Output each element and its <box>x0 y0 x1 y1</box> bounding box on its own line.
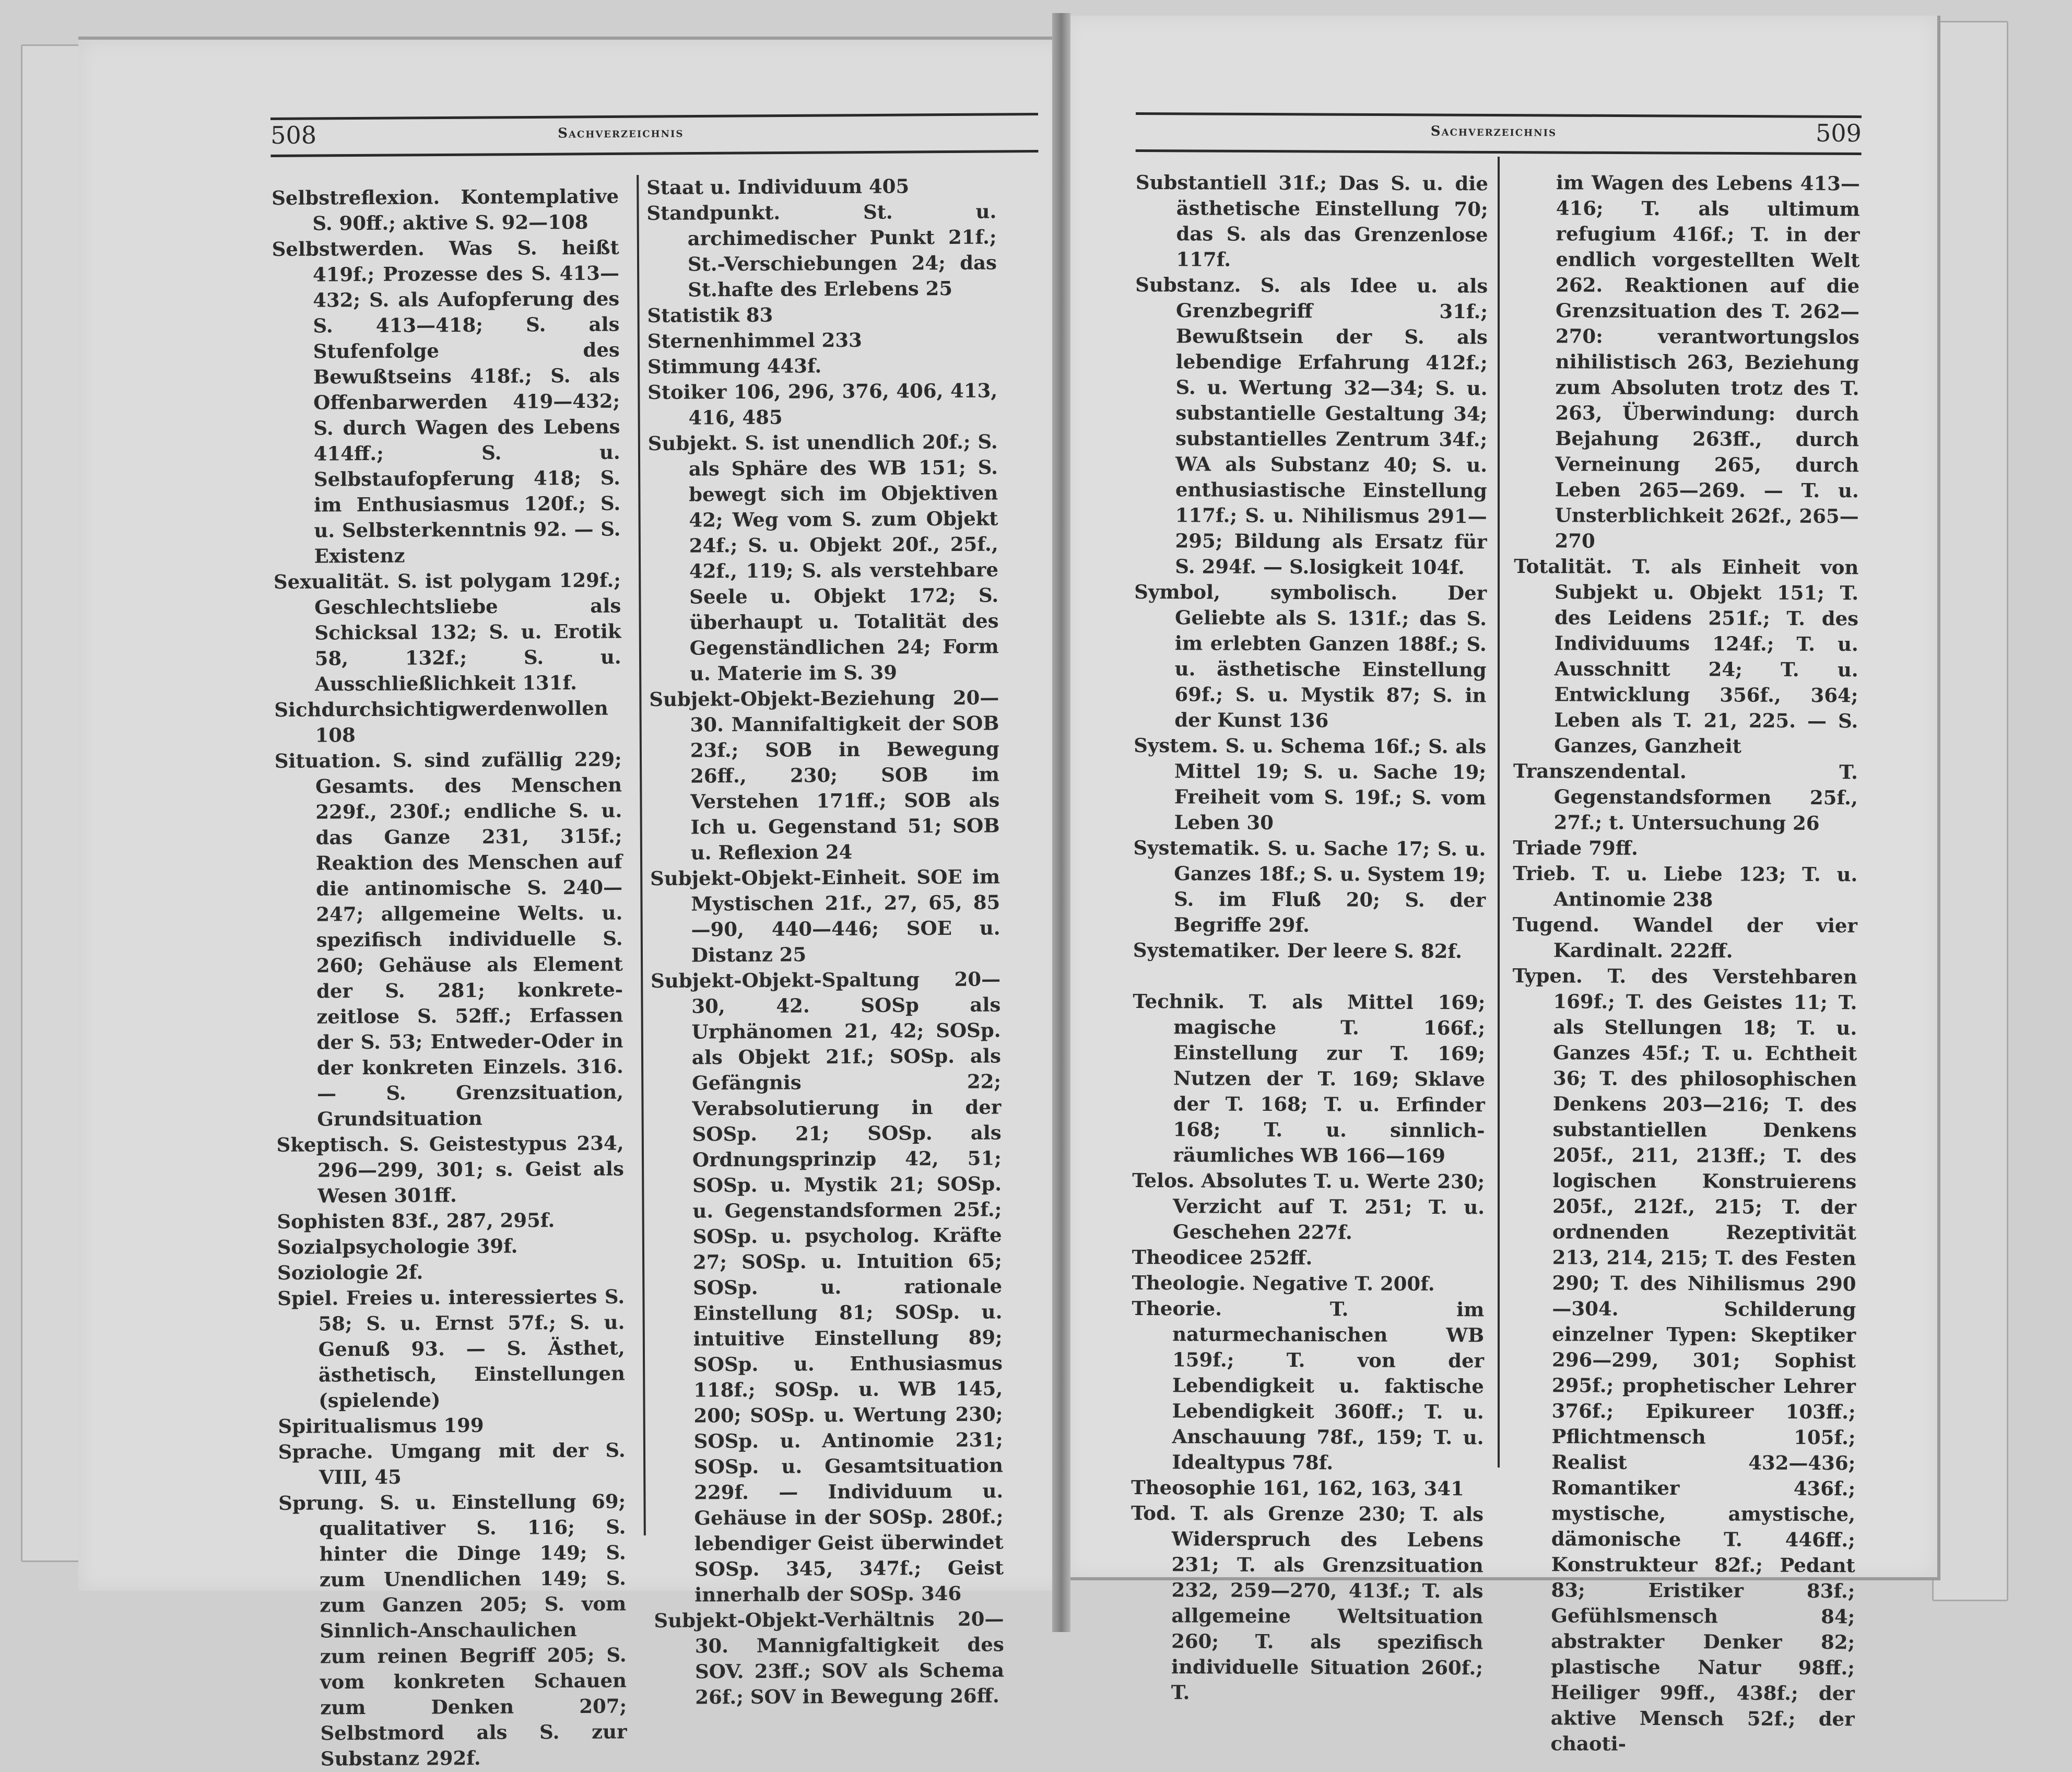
index-column-508-left <box>272 184 627 1772</box>
index-entry: Theodicee 252ff. <box>1132 1245 1313 1270</box>
index-entry: Trieb. T. u. Liebe 123; T. u. Antinomie 238 <box>1513 861 1858 911</box>
index-column-509-right <box>1510 170 1860 1757</box>
index-entry: Soziologie 2f. <box>277 1260 423 1284</box>
index-entry: Tod. T. als Grenze 230; T. als Widerspruch des Lebens 231; T. als Grenzsituation 232, 259—270, 413f.; T. als allgemeine Weltsituation 260; T. als spezifisch individuelle Situation 260f.; T. <box>1131 1501 1484 1704</box>
running-head-right <box>1136 112 1862 155</box>
index-entry: Selbstreflexion. Kontemplative S. 90ff.; aktive S. 92—108 <box>272 184 619 235</box>
page-number: 509 <box>1815 119 1862 148</box>
index-entry: Subjekt. S. ist unendlich 20f.; S. als Sphäre des WB 151; S. bewegt sich im Objektiven 42; Weg vom S. zum Objekt 24f.; S. u. Objekt 20f., 25f., 42f., 119; S. als verstehbare Seele u. Objekt 172; S. überhaupt u. Totalität des Gegenständlichen 24; Form u. Materie im S. 39 <box>648 430 999 685</box>
index-entry: Spiel. Freies u. interessiertes S. 58; S. u. Ernst 57f.; S. u. Genuß 93. — S. Ästhet, ästhetisch, Einstellungen (spielende) <box>277 1285 626 1412</box>
running-head-left <box>270 113 1038 157</box>
index-entry: Statistik 83 <box>647 303 773 327</box>
index-entry: Technik. T. als Mittel 169; magische T. 166f.; Einstellung zur T. 169; Nutzen der T. 169; Sklave der T. 168; T. u. Erfinder 168; T. u. sinnlich-räumliches WB 166—169 <box>1133 989 1486 1168</box>
index-entry: Standpunkt. St. u. archimedischer Punkt 21f.; St.-Verschiebungen 24; das St.hafte des Erlebens 25 <box>646 200 997 301</box>
index-entry: Typen. T. des Verstehbaren 169f.; T. des Geistes 11; T. als Stellungen 18; T. u. Ganzes 45f.; T. u. Echtheit 36; T. des philosophischen Denkens 203—216; T. des substantiellen Denkens 205f., 211, 213ff.; T. des logischen Konstruierens 205f., 212f., 215; T. der ordnenden Rezeptivität 213, 214, 215; T. des Festen 290; T. des Nihilismus 290—304. Schilderung einzelner Typen: Skeptiker 296—299, 301; Sophist 295f.; prophetischer Lehrer 376f.; Epikureer 103ff.; Pflichtmensch 105f.; Realist 432—436; Romantiker 436f.; mystische, amystische, dämonische T. 446ff.; Konstrukteur 82f.; Pedant 83; Eristiker 83f.; Gefühlsmensch 84; abstrakter Denker 82; plastische Natur 98ff.; Heiliger 99ff., 438f.; der aktive Mensch 52f.; der chaoti- <box>1512 964 1857 1755</box>
index-entry: System. S. u. Schema 16f.; S. als Mittel 19; S. u. Sache 19; Freiheit vom S. 19f.; S. vom Leben 30 <box>1134 733 1487 834</box>
column-divider <box>1498 157 1500 1468</box>
running-title: Sachverzeichnis <box>1430 123 1557 140</box>
index-entry: Situation. S. sind zufällig 229; Gesamts. des Menschen 229f., 230f.; endliche S. u. das Ganze 231, 315f.; Reaktion des Menschen auf die antinomische S. 240—247; allgemeine Welts. u. spezifisch individuelle S. 260; Gehäuse als Element der S. 281; konkrete-zeitlose S. 52ff.; Erfassen der S. 53; Entweder-Oder in der konkreten Einzels. 316. — S. Grenzsituation, Grundsituation <box>274 747 624 1131</box>
index-entry: Sophisten 83f., 287, 295f. <box>277 1208 555 1233</box>
index-entry: Sichdurchsichtigwerdenwollen 108 <box>274 696 608 747</box>
index-entry: Systematiker. Der leere S. 82f. <box>1133 938 1463 963</box>
index-entry: Theorie. T. im naturmechanischen WB 159f.; T. von der Lebendigkeit u. faktische Lebendigkeit 360ff.; T. u. Anschauung 78f., 159; T. u. Idealtypus 78f. <box>1132 1296 1485 1474</box>
index-entry: Totalität. T. als Einheit von Subjekt u. Objekt 151; T. des Leidens 251f.; T. des Individuums 124f.; T. u. Ausschnitt 24; T. u. Entwicklung 356f., 364; Leben als T. 21, 225. — S. Ganzes, Ganzheit <box>1514 554 1859 758</box>
index-entry: Stimmung 443f. <box>647 354 822 378</box>
index-entry-continuation: im Wagen des Lebens 413—416; T. als ultimum refugium 416f.; T. in der endlich vorgestellten Welt 262. Reaktionen auf die Grenzsituation des T. 262—270: verantwortungslos nihilistisch 263, Beziehung zum Absoluten trotz des T. 263, Überwindung: durch Bejahung 263ff., durch Verneinung 265, durch Leben 265—269. — T. u. Unsterblichkeit 262f., 265—270 <box>1555 171 1860 553</box>
index-entry: Theologie. Negative T. 200f. <box>1132 1271 1435 1296</box>
index-entry: Transzendental. T. Gegenstandsformen 25f., 27f.; t. Untersuchung 26 <box>1513 759 1858 835</box>
index-entry: Sprache. Umgang mit der S. VIII, 45 <box>278 1438 626 1489</box>
index-entry: Stoiker 106, 296, 376, 406, 413, 416, 485 <box>648 379 998 429</box>
index-entry: Tugend. Wandel der vier Kardinalt. 222ff. <box>1512 912 1858 963</box>
index-column-508-right <box>646 173 1004 1710</box>
index-entry: Substanz. S. als Idee u. als Grenzbegriff 31f.; Bewußtsein der S. als lebendige Erfahrung 412f.; S. u. Wertung 32—34; S. u. substantielle Gestaltung 34; substantielles Zentrum 34f.; WA als Substanz 40; S. u. enthusiastische Einstellung 117f.; S. u. Nihilismus 291—295; Bildung als Ersatz für S. 294f. — S.losigkeit 104f. <box>1135 273 1488 579</box>
book-spine-gutter <box>1052 13 1070 1632</box>
index-entry: Subjekt-Objekt-Einheit. SOE im Mystischen 21f., 27, 65, 85—90, 440—446; SOE u. Distanz 25 <box>650 865 1000 967</box>
running-title: Sachverzeichnis <box>558 125 684 142</box>
index-column-509-left <box>1131 170 1488 1706</box>
index-entry: Selbstwerden. Was S. heißt 419f.; Prozesse des S. 413—432; S. als Aufopferung des S. 413—418; S. als Stufenfolge des Bewußtseins 418f.; S. als Offenbarwerden 419—432; S. durch Wagen des Lebens 414ff.; S. u. Selbstaufopferung 418; S. im Enthusiasmus 120f.; S. u. Selbsterkenntnis 92. — S. Existenz <box>272 236 621 568</box>
page-stack-edge <box>21 44 87 1562</box>
index-entry: Sternenhimmel 233 <box>647 328 862 353</box>
index-entry: Subjekt-Objekt-Verhältnis 20—30. Mannigfaltigkeit des SOV. 23ff.; SOV als Schema 26f.; SOV in Bewegung 26ff. <box>654 1607 1005 1709</box>
index-entry: Subjekt-Objekt-Spaltung 20—30, 42. SOSp als Urphänomen 21, 42; SOSp. als Objekt 21f.; SOSp. als Gefängnis 22; Verabsolutierung in der SOSp. 21; SOSp. als Ordnungsprinzip 42, 51; SOSp. u. Mystik 21; SOSp. u. Gegenstandsformen 25f.; SOSp. u. psycholog. Kräfte 27; SOSp. u. Intuition 65; SOSp. u. rationale Einstellung 81; SOSp. u. intuitive Einstellung 89; SOSp. u. Enthusiasmus 118f.; SOSp. u. WB 145, 200; SOSp. u. Wertung 230; SOSp. u. Antinomie 231; SOSp. u. Gesamtsituation 229f. — Individuum u. Gehäuse in der SOSp. 280f.; lebendiger Geist überwindet SOSp. 345, 347f.; Geist innerhalb der SOSp. 346 <box>650 967 1004 1606</box>
page-stack-edge <box>1932 21 2008 1601</box>
index-entry: Sprung. S. u. Einstellung 69; qualitativer S. 116; S. hinter die Dinge 149; S. zum Unendlichen 149; S. zum Ganzen 205; S. vom Sinnlich-Anschaulichen zum reinen Begriff 205; S. vom konkreten Schauen zum Denken 207; Selbstmord als S. zur Substanz 292f. <box>278 1489 627 1770</box>
index-entry: Sozialpsychologie 39f. <box>277 1234 518 1259</box>
page-number: 508 <box>270 121 317 149</box>
index-entry: Symbol, symbolisch. Der Geliebte als S. 131f.; das S. im erlebten Ganzen 188f.; S. u. ästhetische Einstellung 69f.; S. u. Mystik 87; S. in der Kunst 136 <box>1134 580 1487 732</box>
index-entry: Staat u. Individuum 405 <box>646 174 910 199</box>
index-entry: Telos. Absolutes T. u. Werte 230; Verzicht auf T. 251; T. u. Geschehen 227f. <box>1132 1168 1485 1244</box>
index-entry: Spiritualismus 199 <box>278 1413 484 1438</box>
index-entry: Systematik. S. u. Sache 17; S. u. Ganzes 18f.; S. u. System 19; S. im Fluß 20; S. der Begriffe 29f. <box>1133 836 1486 937</box>
index-entry: Subjekt-Objekt-Beziehung 20—30. Mannifaltigkeit der SOB 23f.; SOB in Bewegung 26ff., 230; SOB im Verstehen 171ff.; SOB als Ich u. Gegenstand 51; SOB u. Reflexion 24 <box>649 686 1000 864</box>
index-entry: Triade 79ff. <box>1513 836 1638 860</box>
index-entry: Sexualität. S. ist polygam 129f.; Geschlechtsliebe als Schicksal 132; S. u. Erotik 58, 132f.; S. u. Ausschließlichkeit 131f. <box>273 568 621 696</box>
index-entry: Substantiell 31f.; Das S. u. die ästhetische Einstellung 70; das S. als das Grenzenlose 117f. <box>1135 171 1488 271</box>
index-entry: Skeptisch. S. Geistestypus 234, 296—299, 301; s. Geist als Wesen 301ff. <box>276 1131 624 1207</box>
index-entry: Theosophie 161, 162, 163, 341 <box>1131 1475 1464 1500</box>
